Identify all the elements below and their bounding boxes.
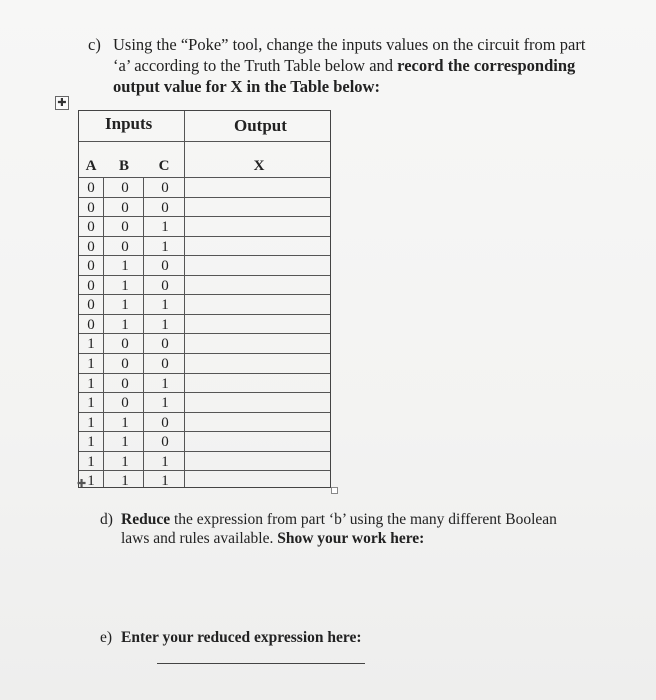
question-e [100, 628, 400, 647]
output-x-cell[interactable] [189, 355, 329, 374]
question-c-text [113, 34, 588, 97]
cell-b: 1 [121, 297, 129, 314]
col-header-a: A [85, 158, 97, 174]
question-c [88, 34, 588, 97]
output-x-cell[interactable] [189, 179, 329, 198]
row-divider [79, 197, 330, 198]
cell-c: 1 [161, 453, 169, 470]
output-x-cell[interactable] [189, 238, 329, 257]
cell-c: 1 [161, 395, 169, 412]
output-x-cell[interactable] [189, 453, 329, 472]
cell-c: 0 [161, 355, 169, 372]
cell-c: 1 [161, 316, 169, 333]
row-divider [79, 314, 330, 315]
cell-a: 1 [87, 355, 95, 372]
question-d-number: d) [100, 511, 113, 528]
output-x-cell[interactable] [189, 296, 329, 315]
question-d [100, 510, 570, 548]
cell-c: 1 [161, 473, 169, 490]
output-x-cell[interactable] [189, 394, 329, 413]
table-colhead-divider [79, 177, 330, 178]
cell-c: 0 [161, 258, 169, 275]
output-x-cell[interactable] [189, 433, 329, 452]
question-d-bold-2: Show your work here: [277, 530, 425, 547]
cell-a: 1 [87, 473, 95, 490]
cell-a: 0 [87, 219, 95, 236]
row-divider [79, 333, 330, 334]
cell-b: 0 [121, 355, 129, 372]
question-d-plain: the expression from part ‘b’ using the many different Boolean laws and rules available. [121, 511, 557, 547]
row-divider [79, 451, 330, 452]
output-x-cell[interactable] [189, 335, 329, 354]
cell-c: 0 [161, 277, 169, 294]
question-c-text-bold: record the corresponding output value for X in the Table below: [113, 56, 576, 96]
cell-a: 1 [87, 453, 95, 470]
output-x-cell[interactable] [189, 414, 329, 433]
cell-a: 0 [87, 258, 95, 275]
cell-a: 0 [87, 199, 95, 216]
row-divider [79, 392, 330, 393]
cell-c: 0 [161, 199, 169, 216]
output-x-cell[interactable] [189, 472, 329, 491]
question-d-text [121, 510, 570, 548]
row-divider [79, 275, 330, 276]
cell-a: 0 [87, 180, 95, 196]
cell-c: 1 [161, 219, 169, 236]
cell-c: 0 [161, 180, 169, 196]
question-c-number: c) [88, 35, 101, 54]
cell-b: 1 [121, 453, 129, 470]
table-col-b-divider [143, 177, 144, 487]
cell-a: 1 [87, 434, 95, 451]
row-divider [79, 412, 330, 413]
cell-b: 0 [121, 375, 129, 392]
cell-a: 1 [87, 336, 95, 353]
cell-b: 1 [121, 277, 129, 294]
col-header-c: C [158, 158, 170, 174]
cell-a: 1 [87, 414, 95, 431]
cell-b: 0 [121, 180, 129, 196]
question-e-number: e) [100, 629, 113, 646]
row-divider [79, 373, 330, 374]
row-divider [79, 236, 330, 237]
cell-b: 0 [121, 199, 129, 216]
cell-a: 0 [87, 316, 95, 333]
cell-c: 1 [161, 297, 169, 314]
cell-a: 0 [87, 277, 95, 294]
cell-b: 1 [121, 434, 129, 451]
inputs-header: Inputs [105, 114, 153, 133]
cell-a: 1 [87, 375, 95, 392]
table-header-divider [79, 141, 330, 142]
answer-blank-line[interactable] [157, 663, 365, 664]
output-x-cell[interactable] [189, 375, 329, 394]
cell-c: 0 [161, 336, 169, 353]
question-e-text: Enter your reduced expression here: [121, 629, 362, 646]
cell-c: 0 [161, 434, 169, 451]
table-col-a-divider [103, 177, 104, 487]
table-move-handle-icon[interactable]: ✚ [55, 96, 69, 110]
cell-c: 1 [161, 238, 169, 255]
cell-b: 1 [121, 414, 129, 431]
table-resize-handle-icon[interactable]: ✚ [77, 477, 87, 490]
row-divider [79, 431, 330, 432]
cell-c: 1 [161, 375, 169, 392]
cell-a: 1 [87, 395, 95, 412]
output-x-cell[interactable] [189, 257, 329, 276]
cell-c: 0 [161, 414, 169, 431]
cell-a: 0 [87, 238, 95, 255]
cell-b: 1 [121, 258, 129, 275]
output-x-cell[interactable] [189, 199, 329, 218]
output-x-cell[interactable] [189, 316, 329, 335]
output-x-cell[interactable] [189, 277, 329, 296]
cell-b: 1 [121, 473, 129, 490]
question-c-text-plain: Using the “Poke” tool, change the inputs values on the circuit from part ‘a’ according to the Truth Table below and [113, 35, 586, 75]
cell-b: 0 [121, 395, 129, 412]
row-divider [79, 470, 330, 471]
table-corner-resize-handle[interactable] [331, 487, 338, 494]
output-x-cell[interactable] [189, 218, 329, 237]
cell-b: 1 [121, 316, 129, 333]
col-header-x: X [253, 158, 265, 174]
row-divider [79, 353, 330, 354]
row-divider [79, 294, 330, 295]
cell-b: 0 [121, 219, 129, 236]
question-d-bold-1: Reduce [121, 511, 171, 528]
output-header: Output [234, 116, 287, 135]
cell-b: 0 [121, 238, 129, 255]
col-header-b: B [118, 158, 129, 174]
cell-b: 0 [121, 336, 129, 353]
row-divider [79, 255, 330, 256]
cell-a: 0 [87, 297, 95, 314]
truth-table [78, 110, 331, 488]
row-divider [79, 216, 330, 217]
